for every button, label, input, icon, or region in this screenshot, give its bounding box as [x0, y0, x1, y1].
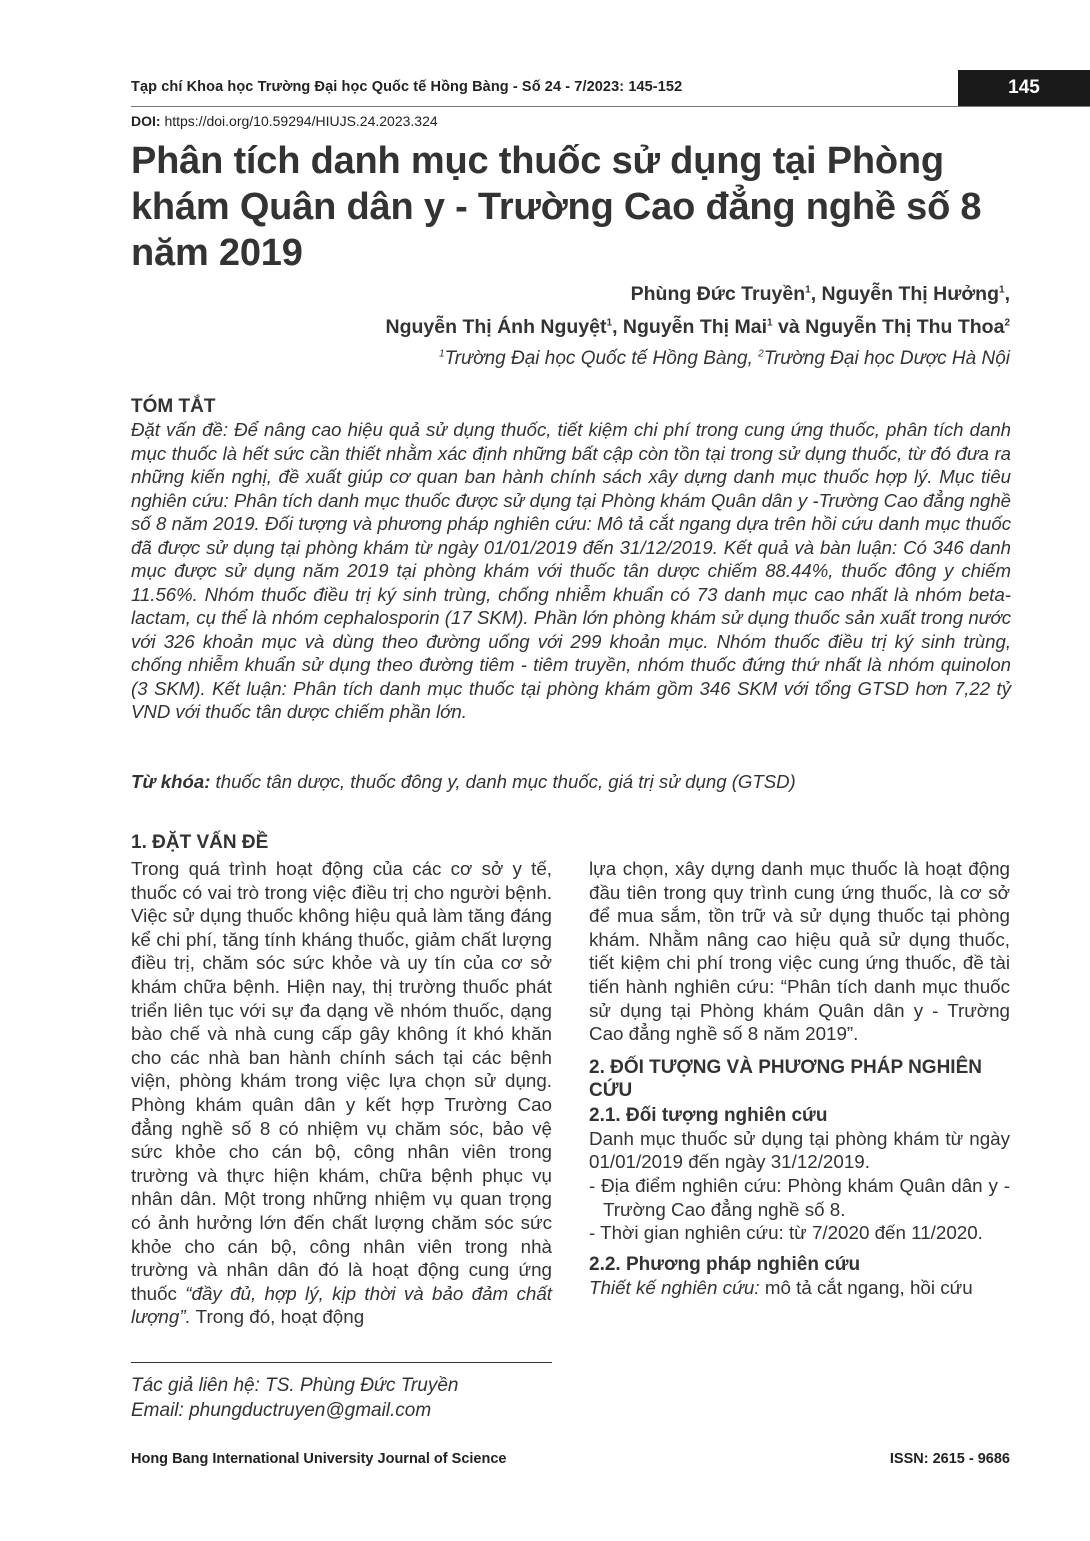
author-name: Nguyễn Thị Thu Thoa	[805, 316, 1005, 338]
author-line-1	[631, 283, 1010, 306]
affil-mark: 2	[758, 348, 764, 360]
keywords-label: Từ khóa:	[131, 771, 211, 792]
design-label: Thiết kế nghiên cứu:	[589, 1276, 760, 1298]
author-separator: ,	[1004, 283, 1010, 305]
corresponding-author-note	[131, 1373, 458, 1423]
subsection-2-2-heading: 2.2. Phương pháp nghiên cứu	[589, 1253, 861, 1275]
author-separator: ,	[612, 316, 623, 338]
author-affil-mark: 1	[999, 284, 1005, 296]
abstract-body: Đặt vấn đề: Để nâng cao hiệu quả sử dụng thuốc, tiết kiệm chi phí trong cung ứng thuốc, phân tích danh mục thuốc là hết sức cần thiết nhằm xác định những bất cập còn tồn tại trong sử dụng thuốc, từ đó đưa ra những kiến nghị, đề xuất giúp cơ quan ban hành chính sách xây dựng danh mục thuốc hợp lý. Mục tiêu nghiên cứu: Phân tích danh mục thuốc được sử dụng tại Phòng khám Quân dân y -Trường Cao đẳng nghề số 8 năm 2019. Đối tượng và phương pháp nghiên cứu: Mô tả cắt ngang dựa trên hồi cứu danh mục thuốc đã được sử dụng tại phòng khám từ ngày 01/01/2019 đến 31/12/2019. Kết quả và bàn luận: Có 346 danh mục được sử dụng năm 2019 tại phòng khám với thuốc tân dược chiếm 88.44%, thuốc đông y chiếm 11.56%. Nhóm thuốc điều trị ký sinh trùng, chống nhiễm khuẩn có 73 danh mục cao nhất là nhóm beta-lactam, cụ thể là nhóm cephalosporin (17 SKM). Phần lớn phòng khám sử dụng thuốc sản xuất trong nước với 326 khoản mục và dùng theo đường uống với 299 khoản mục. Nhóm thuốc điều trị ký sinh trùng, chống nhiễm khuẩn sử dụng theo đường tiêm - tiêm truyền, nhóm thuốc đứng thứ nhất là nhóm quinolon (3 SKM). Kết luận: Phân tích danh mục thuốc tại phòng khám gồm 346 SKM với tổng GTSD hơn 7,22 tỷ VND với thuốc tân dược chiếm phần lớn.	[131, 419, 1011, 722]
section-1-continuation: lựa chọn, xây dựng danh mục thuốc là hoạt động đầu tiên trong quy trình cung ứng thuốc, là cơ sở để mua sắm, tồn trữ và sử dụng thuốc tại phòng khám. Nhằm nâng cao hiệu quả sử dụng thuốc, tiết kiệm chi phí trong việc cung ứng thuốc, đề tài tiến hành nghiên cứu: “Phân tích danh mục thuốc sử dụng tại Phòng khám Quân dân y - Trường Cao đẳng nghề số 8 năm 2019”.	[589, 858, 1010, 1045]
author-affil-mark: 1	[767, 317, 773, 329]
right-column	[589, 857, 1010, 1299]
keywords-text: thuốc tân dược, thuốc đông y, danh mục thuốc, giá trị sử dụng (GTSD)	[210, 771, 796, 792]
quoted-phrase: “đầy đủ, hợp lý, kịp thời và bảo đảm chất lượng”.	[131, 1282, 552, 1328]
abstract-heading: TÓM TẮT	[131, 396, 216, 417]
section-2-heading: 2. ĐỐI TƯỢNG VÀ PHƯƠNG PHÁP NGHIÊN CỨU	[589, 1056, 982, 1101]
subsection-2-2-text	[589, 1276, 1010, 1300]
keywords	[131, 771, 796, 793]
author-line-2	[386, 316, 1010, 339]
author-affil-mark: 1	[805, 284, 811, 296]
corresponding-author: Tác giả liên hệ: TS. Phùng Đức Truyền	[131, 1375, 459, 1396]
section-1-heading: 1. ĐẶT VẤN ĐỀ	[131, 832, 269, 853]
article-title: Phân tích danh mục thuốc sử dụng tại Phòng khám Quân dân y - Trường Cao đẳng nghề số 8 năm 2019	[131, 140, 982, 274]
bullet-item: - Địa điểm nghiên cứu: Phòng khám Quân dân y - Trường Cao đẳng nghề số 8.	[589, 1174, 1010, 1220]
author-name: Nguyễn Thị Hưởng	[821, 283, 1000, 305]
section-1-paragraph	[131, 857, 552, 1329]
paragraph-text: Trong quá trình hoạt động của các cơ sở y tế, thuốc có vai trò trong việc điều trị cho người bệnh. Việc sử dụng thuốc không hiệu quả làm tăng đáng kể chi phí, tăng tính kháng thuốc, giảm chất lượng điều trị, chăm sóc sức khỏe và uy tín của cơ sở khám chữa bệnh. Hiện nay, thị trường thuốc phát triển liên tục với sự đa dạng về nhóm thuốc, dạng bào chế và nhà cung cấp gây không ít khó khăn cho các nhà ban hành chính sách tại các bệnh viện, phòng khám trong việc lựa chọn sử dụng. Phòng khám quân dân y kết hợp Trường Cao đẳng nghề số 8 có nhiệm vụ chăm sóc, bảo vệ sức khỏe cho cán bộ, công nhân viên trong trường và thực hiện khám, chữa bệnh phục vụ nhân dân. Một trong những nhiệm vụ quan trọng có ảnh hưởng lớn đến chất lượng chăm sóc sức khỏe cho cán bộ, công nhân viên trong nhà trường và nhân dân đó là hoạt động cung ứng thuốc	[131, 858, 552, 1304]
author-affil-mark: 1	[606, 317, 613, 329]
doi-link[interactable]: https://doi.org/10.59294/HIUJS.24.2023.324	[164, 113, 438, 129]
design-text: mô tả cắt ngang, hồi cứu	[759, 1276, 973, 1298]
subsection-2-1-heading: 2.1. Đối tượng nghiên cứu	[589, 1104, 828, 1126]
doi-line	[131, 113, 438, 129]
page-number-badge	[958, 70, 1090, 106]
affiliation-1: Trường Đại học Quốc tế Hồng Bàng,	[444, 348, 759, 369]
author-name: Nguyễn Thị Mai	[622, 316, 768, 338]
author-affil-mark: 2	[1004, 317, 1010, 329]
affil-mark: 1	[438, 348, 445, 360]
affiliations	[439, 348, 1010, 370]
author-separator: ,	[810, 283, 822, 305]
header-divider	[131, 106, 1090, 107]
affiliation-2: Trường Đại học Dược Hà Nội	[763, 348, 1010, 369]
author-name: Phùng Đức Truyền	[630, 283, 806, 305]
paragraph-tail: Trong đó, hoạt động	[190, 1306, 365, 1328]
corresponding-email: Email: phungductruyen@gmail.com	[131, 1400, 432, 1421]
footnote-divider	[131, 1362, 552, 1363]
page-number: 145	[1008, 77, 1040, 98]
left-column	[131, 857, 552, 1329]
bullet-item: - Thời gian nghiên cứu: từ 7/2020 đến 11/2020.	[589, 1222, 983, 1244]
author-separator: và	[772, 316, 806, 338]
doi-label: DOI:	[131, 113, 161, 129]
subsection-2-1-text: Danh mục thuốc sử dụng tại phòng khám từ ngày 01/01/2019 đến ngày 31/12/2019.	[589, 1127, 1010, 1173]
author-name: Nguyễn Thị Ánh Nguyệt	[385, 316, 607, 338]
footer-journal: Hong Bang International University Journal of Science	[131, 1451, 507, 1467]
journal-header: Tạp chí Khoa học Trường Đại học Quốc tế Hồng Bàng - Số 24 - 7/2023: 145-152	[131, 79, 683, 95]
footer-issn: ISSN: 2615 - 9686	[889, 1451, 1010, 1467]
